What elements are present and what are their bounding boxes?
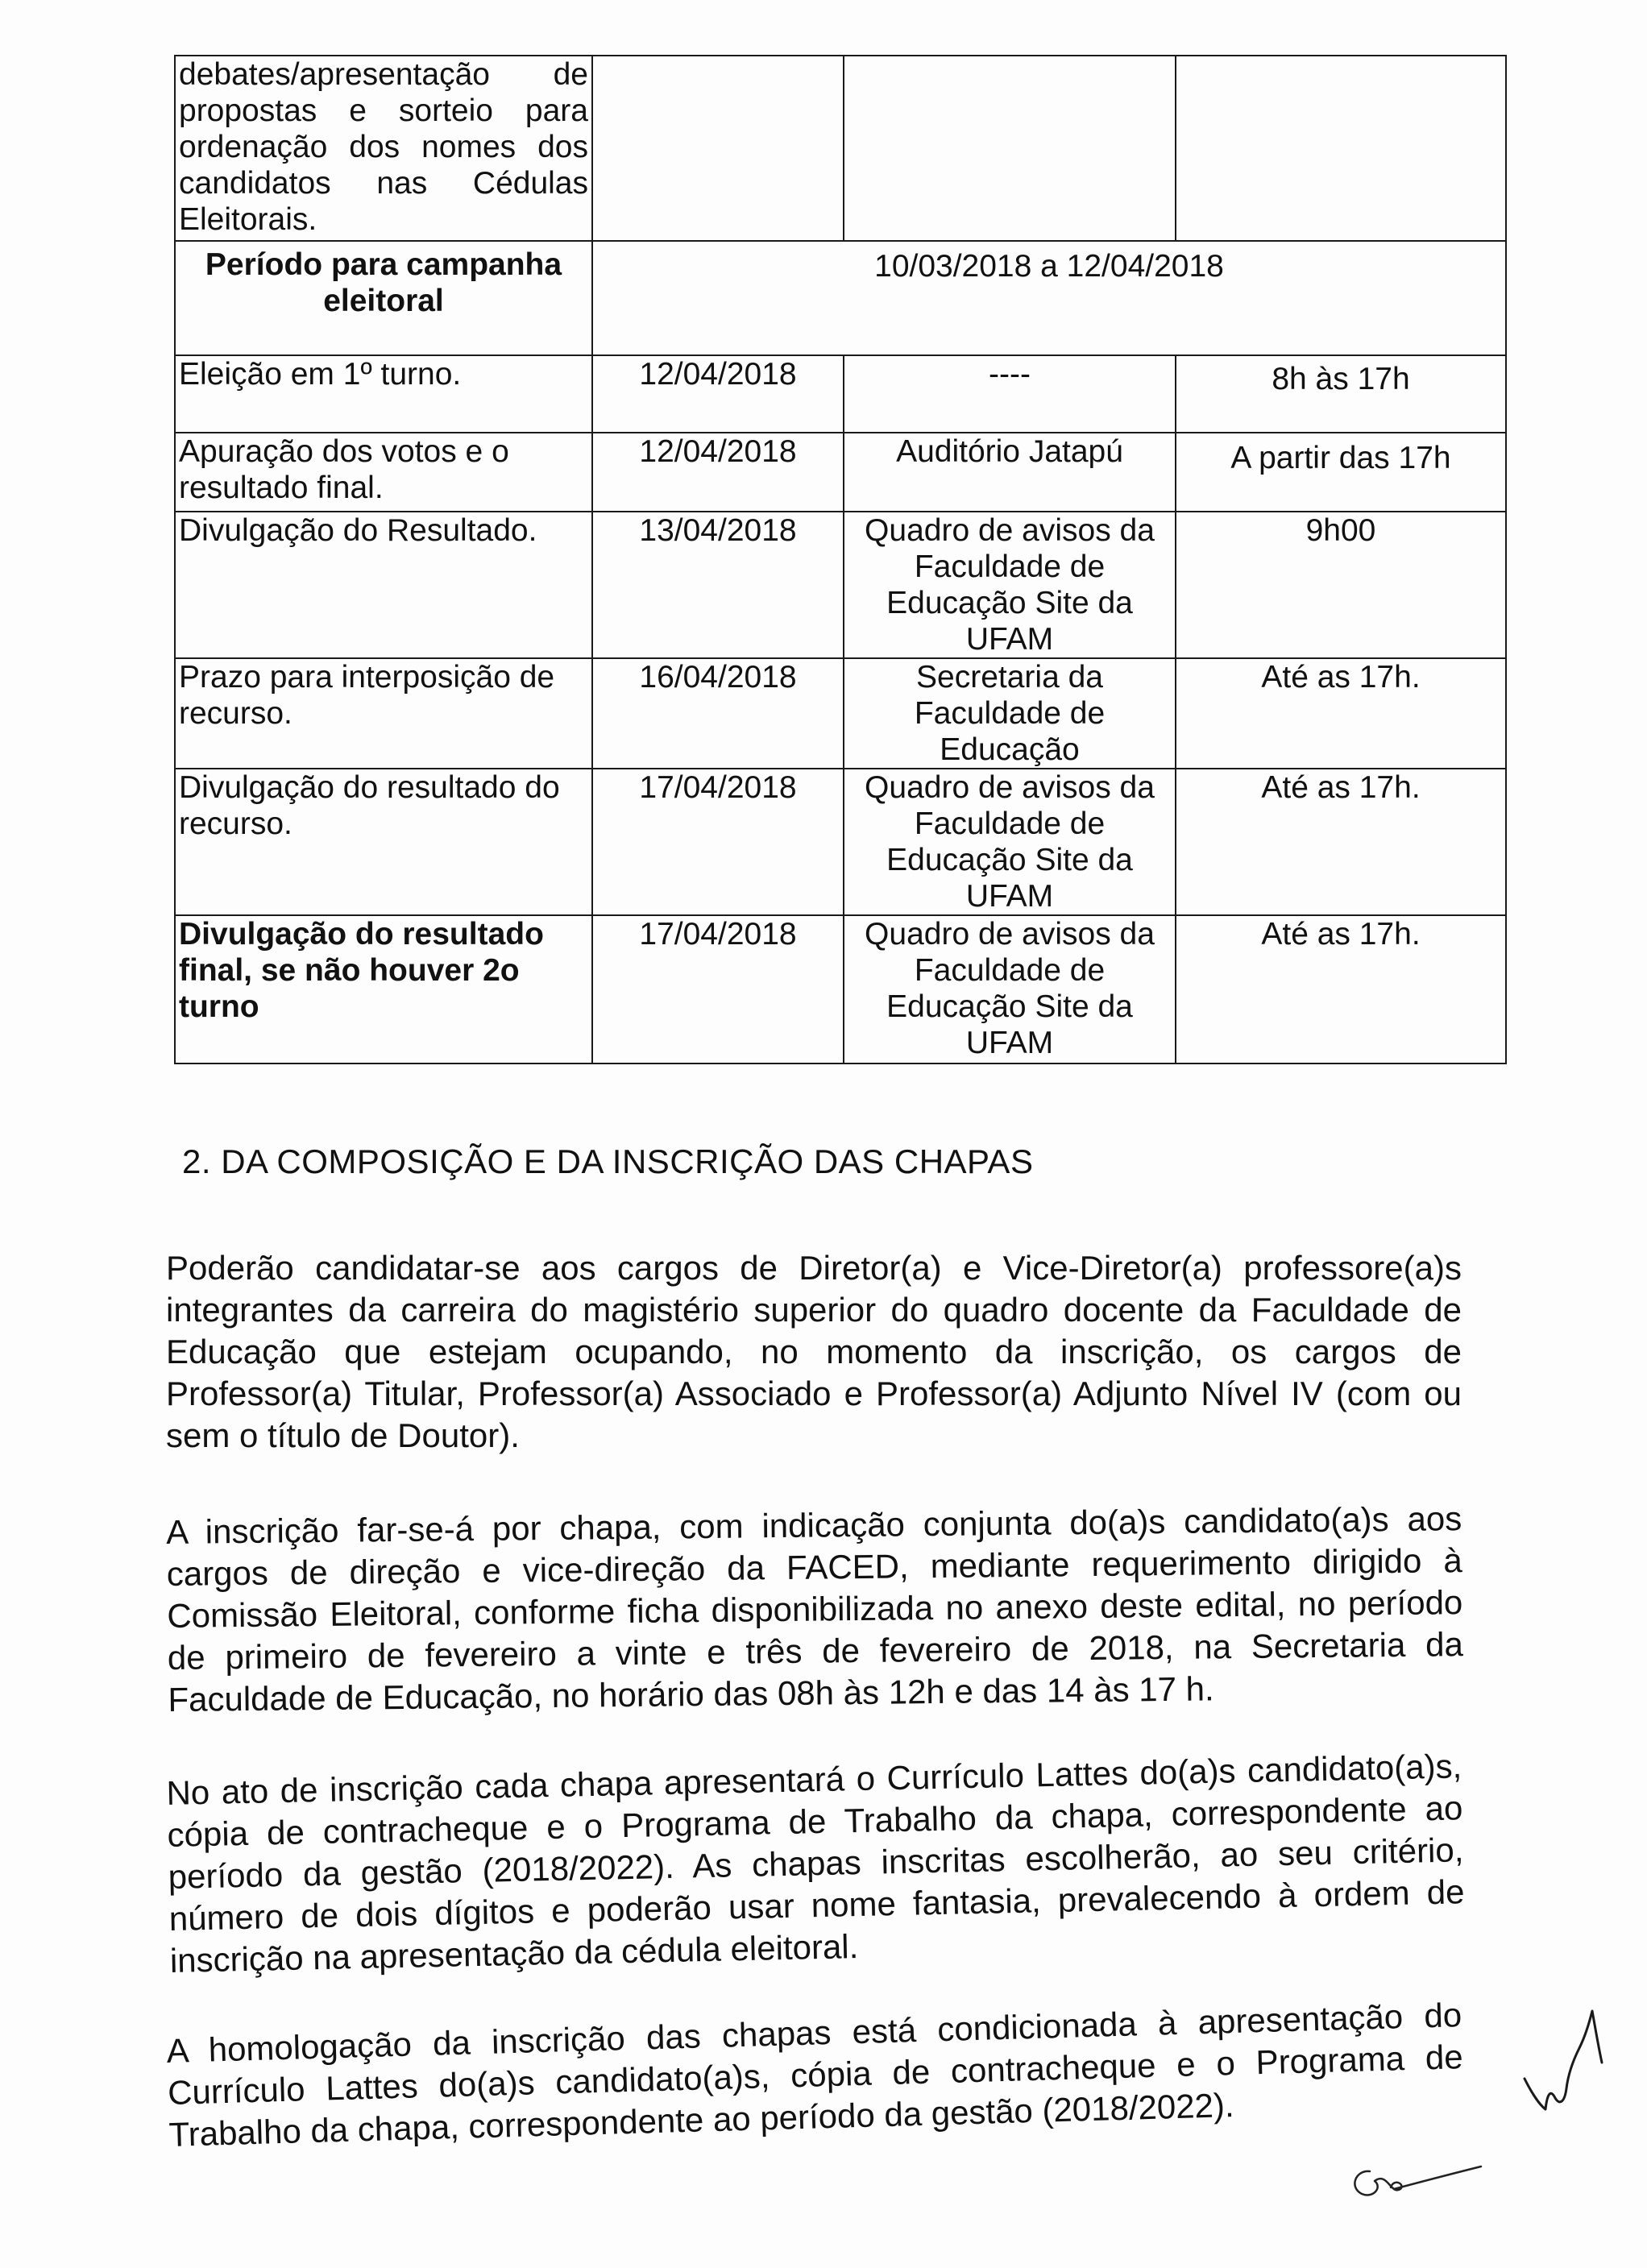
activity-cell: Prazo para interposição de recurso.: [175, 658, 592, 769]
activity-cell: Eleição em 1º turno.: [175, 355, 592, 433]
table-row: [175, 512, 1506, 658]
table-row: [175, 241, 1506, 355]
activity-cell: debates/apresentação de propostas e sorteio para ordenação dos nomes dos candidatos nas Cédulas Eleitorais.: [175, 56, 592, 241]
table-row: [175, 658, 1506, 769]
table-row: [175, 915, 1506, 1064]
date-cell: 16/04/2018: [592, 658, 844, 769]
time-cell: Até as 17h.: [1176, 658, 1506, 769]
time-cell: 8h às 17h: [1176, 355, 1506, 433]
place-cell: Quadro de avisos da Faculdade de Educação Site da UFAM: [844, 915, 1176, 1064]
time-cell: [1176, 56, 1506, 241]
handwritten-initials: [1338, 2147, 1483, 2212]
time-cell: 9h00: [1176, 512, 1506, 658]
activity-cell: Divulgação do resultado do recurso.: [175, 769, 592, 915]
paragraph: No ato de inscrição cada chapa apresentará o Currículo Lattes do(a)s candidato(a)s, cópia de contracheque e o Programa de Trabalho da chapa, correspondente ao período da gestão (2018/2022). As chapas inscritas escolherão, ao seu critério, número de dois dígitos e poderão usar nome fantasia, prevalecendo à ordem de inscrição na apresentação da cédula eleitoral.: [166, 1747, 1465, 1980]
activity-cell: Divulgação do Resultado.: [175, 512, 592, 658]
table-row: [175, 355, 1506, 433]
activity-cell: Divulgação do resultado final, se não houver 2o turno: [175, 915, 592, 1064]
paragraph: A homologação da inscrição das chapas está condicionada à apresentação do Currículo Lattes do(a)s candidato(a)s, cópia de contracheque e o Programa de Trabalho da chapa, correspondente ao período da gestão (2018/2022).: [166, 1996, 1464, 2154]
table-row: [175, 769, 1506, 915]
time-cell: Até as 17h.: [1176, 915, 1506, 1064]
activity-cell: Apuração dos votos e o resultado final.: [175, 433, 592, 512]
time-cell: A partir das 17h: [1176, 433, 1506, 512]
date-cell: [592, 56, 844, 241]
date-cell: 12/04/2018: [592, 355, 844, 433]
period-cell: 10/03/2018 a 12/04/2018: [592, 241, 1506, 355]
schedule-table: [174, 55, 1507, 1064]
paragraph: A inscrição far-se-á por chapa, com indicação conjunta do(a)s candidato(a)s aos cargos de direção e vice-direção da FACED, mediante requerimento dirigido à Comissão Eleitoral, conforme ficha disponibilizada no anexo deste edital, no período de primeiro de fevereiro a vinte e três de fevereiro de 2018, na Secretaria da Faculdade de Educação, no horário das 08h às 12h e das 14 às 17 h.: [166, 1499, 1464, 1719]
handwritten-initials: [1515, 2005, 1603, 2125]
date-cell: 13/04/2018: [592, 512, 844, 658]
place-cell: ----: [844, 355, 1176, 433]
place-cell: Auditório Jatapú: [844, 433, 1176, 512]
date-cell: 17/04/2018: [592, 915, 844, 1064]
date-cell: 12/04/2018: [592, 433, 844, 512]
place-cell: Quadro de avisos da Faculdade de Educação Site da UFAM: [844, 512, 1176, 658]
paragraph: Poderão candidatar-se aos cargos de Diretor(a) e Vice-Diretor(a) professore(a)s integrantes da carreira do magistério superior do quadro docente da Faculdade de Educação que estejam ocupando, no momento da inscrição, os cargos de Professor(a) Titular, Professor(a) Associado e Professor(a) Adjunto Nível IV (com ou sem o título de Doutor).: [166, 1249, 1462, 1454]
section-title: 2. DA COMPOSIÇÃO E DA INSCRIÇÃO DAS CHAPAS: [182, 1142, 1034, 1180]
table-row: [175, 56, 1506, 241]
table-row: [175, 433, 1506, 512]
activity-cell: Período para campanha eleitoral: [175, 241, 592, 355]
time-cell: Até as 17h.: [1176, 769, 1506, 915]
place-cell: Secretaria da Faculdade de Educação: [844, 658, 1176, 769]
place-cell: Quadro de avisos da Faculdade de Educação Site da UFAM: [844, 769, 1176, 915]
date-cell: 17/04/2018: [592, 769, 844, 915]
place-cell: [844, 56, 1176, 241]
